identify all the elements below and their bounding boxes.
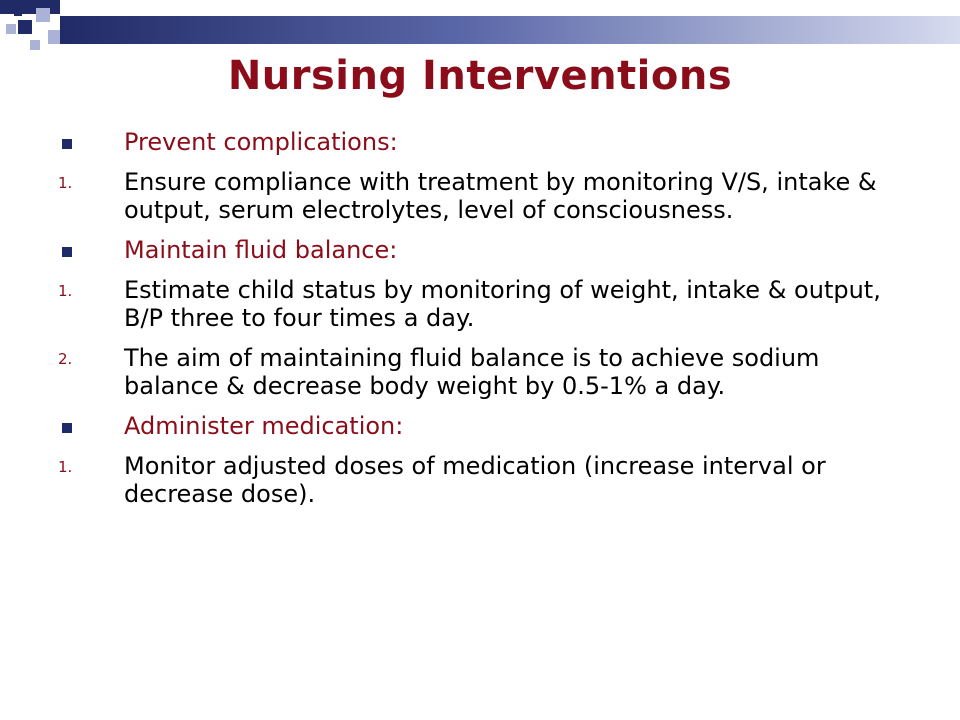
list-item bbox=[58, 344, 918, 400]
list-number: 2. bbox=[58, 350, 73, 368]
section-heading-prevent-complications bbox=[58, 128, 918, 156]
decor-square bbox=[0, 0, 60, 14]
slide-body bbox=[58, 128, 918, 520]
list-number: 1. bbox=[58, 458, 73, 476]
section-heading-maintain-fluid-balance bbox=[58, 236, 918, 264]
decor-band bbox=[60, 16, 960, 44]
list-item-text: Ensure compliance with treatment by monitoring V/S, intake & output, serum electrolytes, level of consciousness. bbox=[124, 168, 877, 224]
list-item bbox=[58, 452, 918, 508]
decorative-header-squares bbox=[0, 0, 960, 60]
list-item-text: The aim of maintaining fluid balance is to achieve sodium balance & decrease body weight by 0.5-1% a day. bbox=[124, 344, 820, 400]
square-bullet-icon bbox=[62, 423, 72, 433]
square-bullet-icon bbox=[62, 247, 72, 257]
decor-square bbox=[18, 20, 32, 34]
list-item-text: Monitor adjusted doses of medication (increase interval or decrease dose). bbox=[124, 452, 826, 508]
list-number: 1. bbox=[58, 282, 73, 300]
list-item bbox=[58, 276, 918, 332]
heading-text: Prevent complications: bbox=[124, 128, 398, 156]
decor-square bbox=[6, 24, 16, 34]
decor-square bbox=[30, 40, 40, 50]
decor-square bbox=[36, 8, 50, 22]
slide-title: Nursing Interventions bbox=[227, 53, 733, 99]
heading-text: Administer medication: bbox=[124, 412, 404, 440]
square-bullet-icon bbox=[62, 139, 72, 149]
list-item-text: Estimate child status by monitoring of weight, intake & output, B/P three to four times a day. bbox=[124, 276, 881, 332]
section-heading-administer-medication bbox=[58, 412, 918, 440]
heading-text: Maintain fluid balance: bbox=[124, 236, 398, 264]
list-number: 1. bbox=[58, 174, 73, 192]
list-item bbox=[58, 168, 918, 224]
decor-square bbox=[14, 8, 22, 16]
